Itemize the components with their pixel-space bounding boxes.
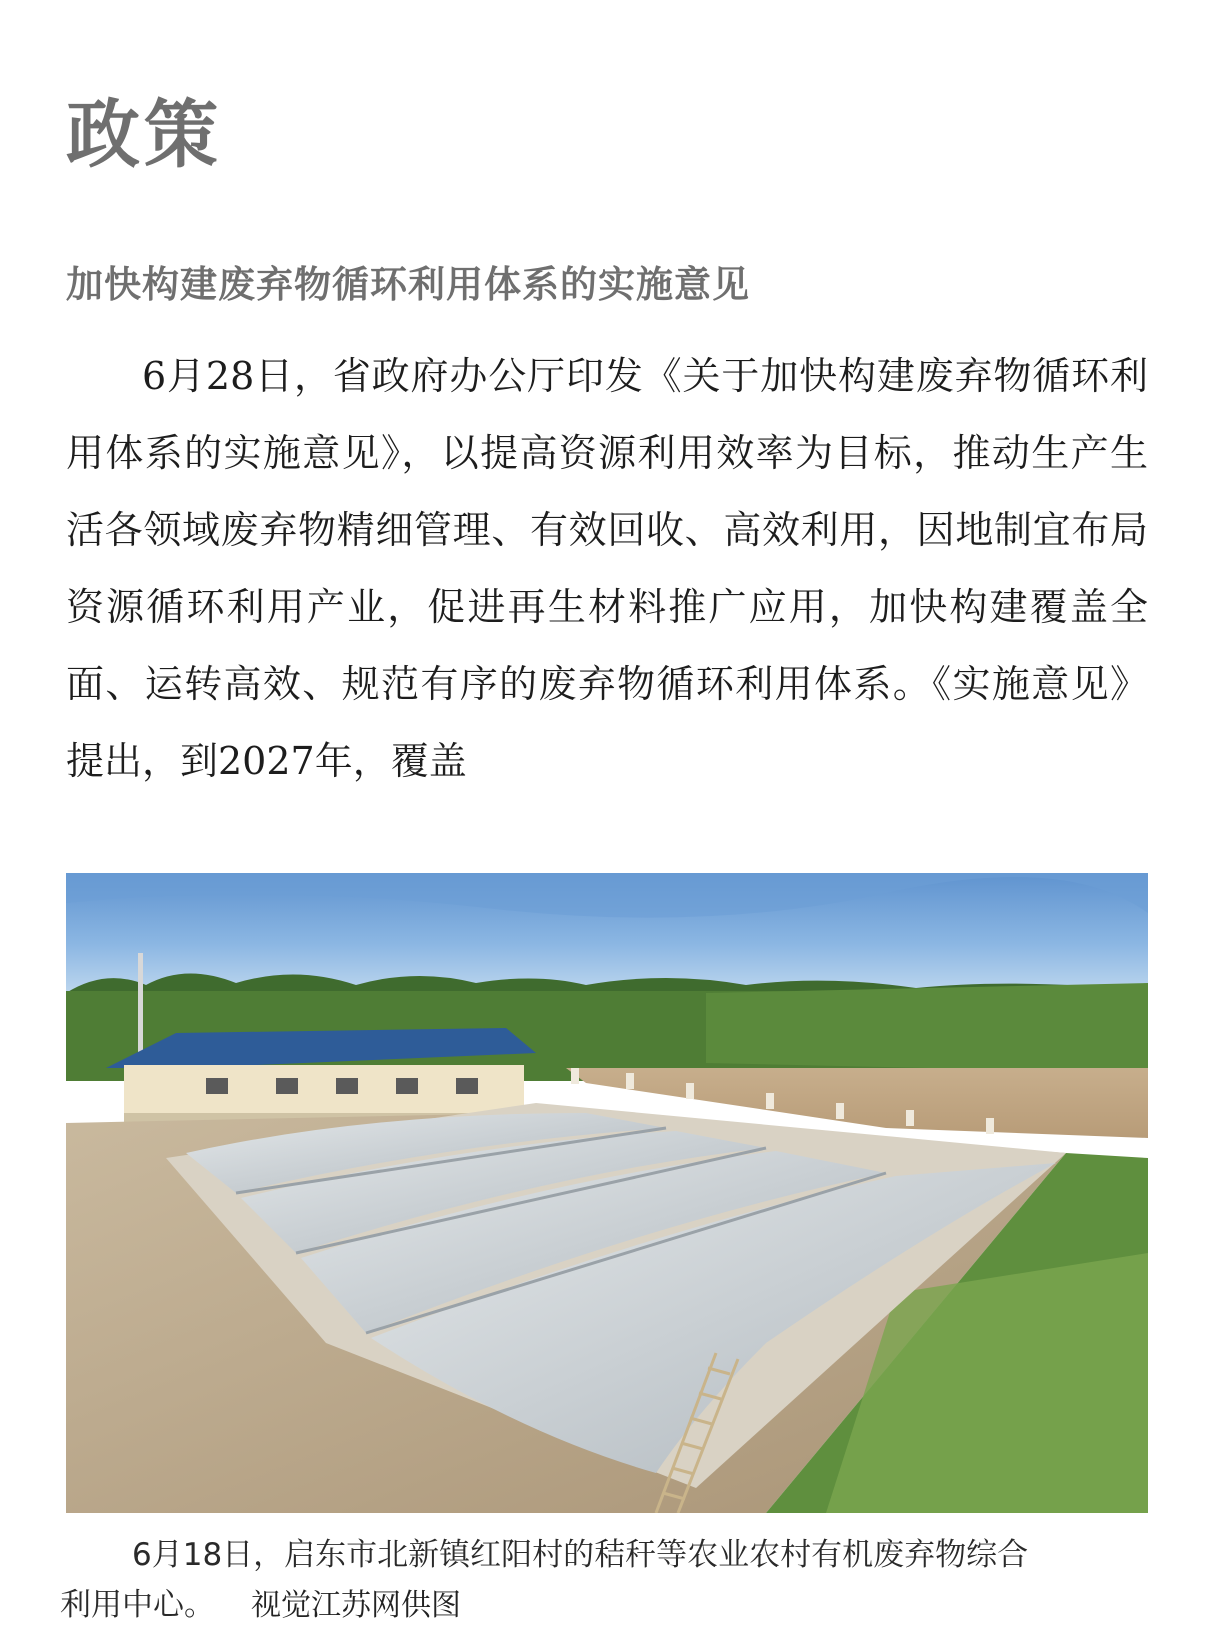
photo-caption (60, 1530, 1150, 1631)
section-title: 政策 (66, 92, 222, 178)
window (396, 1078, 418, 1094)
orchard (706, 983, 1148, 1073)
window (206, 1078, 228, 1094)
window (336, 1078, 358, 1094)
window (456, 1078, 478, 1094)
article-body: 6月28日，省政府办公厅印发《关于加快构建废弃物循环利用体系的实施意见》，以提高资源利用效率为目标，推动生产生活各领域废弃物精细管理、有效回收、高效利用，因地制宜布局资源循环利用产业，促进再生材料推广应用，加快构建覆盖全面、运转高效、规范有序的废弃物循环利用体系。《实施意见》提出，到2027年，覆盖 (66, 354, 1148, 783)
photo-credit: 视觉江苏网供图 (251, 1588, 461, 1623)
article-headline: 加快构建废弃物循环利用体系的实施意见 (66, 262, 750, 306)
news-photo (66, 873, 1148, 1513)
caption-line-1: 6月18日，启东市北新镇红阳村的秸秆等农业农村有机废弃物综合 (132, 1537, 1029, 1573)
window (276, 1078, 298, 1094)
caption-line-2: 利用中心。 (60, 1587, 215, 1623)
